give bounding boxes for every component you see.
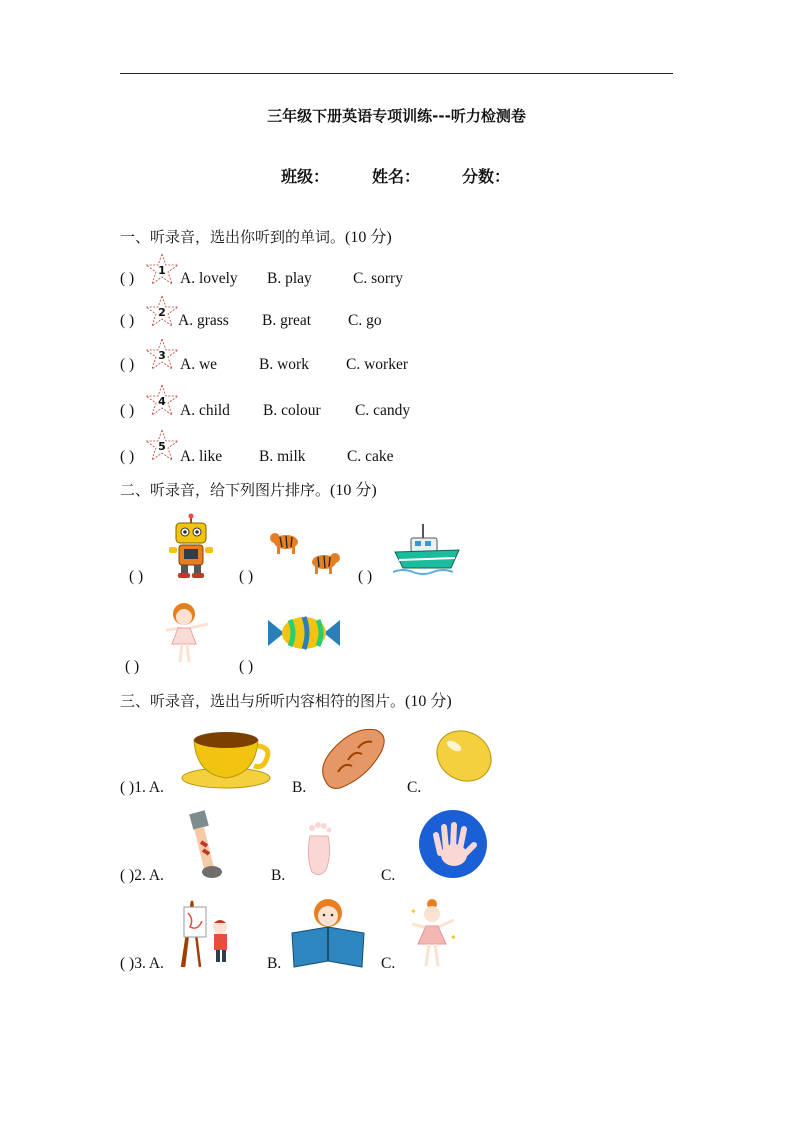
option-c: C. cake: [347, 448, 394, 465]
svg-text:✦: ✦: [450, 933, 457, 942]
option-b-label: B.: [292, 779, 307, 796]
option-a: A. we: [180, 356, 218, 373]
option-b: B. great: [262, 312, 312, 329]
section1-heading: [120, 224, 392, 247]
option-c: C. go: [348, 312, 382, 329]
tea-cup-image: [180, 724, 276, 790]
answer-bracket[interactable]: ( ): [120, 356, 135, 373]
page-title: 三年级下册英语专项训练---听力检测卷: [267, 107, 526, 125]
section3-heading: [120, 688, 452, 711]
boat-image: [393, 520, 461, 580]
robot-image: [166, 513, 216, 579]
option-a: A. grass: [178, 312, 229, 329]
option-c: C. worker: [346, 356, 408, 373]
star-number-icon: [145, 295, 179, 329]
answer-bracket[interactable]: ( ): [125, 658, 140, 675]
question-prefix[interactable]: ( )1. A.: [120, 779, 164, 796]
option-a: A. child: [180, 402, 230, 419]
answer-bracket[interactable]: ( ): [239, 568, 254, 585]
section1-title: 一、听录音，选出你听到的单词。: [120, 228, 346, 246]
option-c-label: C.: [381, 955, 396, 972]
dancing-girl-image: [160, 600, 212, 666]
question-prefix[interactable]: ( )2. A.: [120, 867, 164, 884]
question-prefix[interactable]: ( )3. A.: [120, 955, 164, 972]
drawing-boy-image: [178, 897, 238, 969]
answer-bracket[interactable]: ( ): [358, 568, 373, 585]
answer-bracket[interactable]: ( ): [120, 402, 135, 419]
answer-bracket[interactable]: ( ): [120, 312, 135, 329]
section3-title: 三、听录音，选出与所听内容相符的图片。: [120, 692, 406, 710]
star-number: 5: [158, 440, 166, 453]
option-a: A. like: [180, 448, 223, 465]
answer-bracket[interactable]: ( ): [129, 568, 144, 585]
option-c-label: C.: [381, 867, 396, 884]
option-b: B. colour: [263, 402, 321, 419]
section2-points: (10 分): [330, 482, 377, 499]
lemon-image: [432, 724, 496, 788]
leg-image: [185, 808, 229, 880]
star-number-icon: [145, 429, 179, 463]
answer-bracket[interactable]: ( ): [120, 448, 135, 465]
option-c: C. candy: [355, 402, 411, 419]
option-b: B. milk: [259, 448, 306, 465]
star-number: 4: [158, 395, 166, 408]
section3-points: (10 分): [405, 693, 452, 710]
star-number: 3: [158, 349, 166, 362]
svg-text:✦: ✦: [410, 907, 417, 916]
option-c: C. sorry: [353, 270, 403, 287]
section1-points: (10 分): [345, 229, 392, 246]
class-label: 班级：: [281, 167, 330, 186]
option-b: B. work: [259, 356, 309, 373]
option-b-label: B.: [267, 955, 282, 972]
star-number-icon: [145, 338, 179, 372]
star-number-icon: [145, 253, 179, 287]
candy-image: [266, 612, 342, 654]
foot-image: [302, 818, 336, 878]
option-a: A. lovely: [180, 270, 238, 287]
top-rule: [120, 73, 673, 74]
star-number: 1: [158, 264, 166, 277]
option-c-label: C.: [407, 779, 422, 796]
score-label: 分数：: [462, 167, 511, 186]
section2-title: 二、听录音，给下列图片排序。: [120, 481, 331, 499]
option-b-label: B.: [271, 867, 286, 884]
name-label: 姓名：: [372, 167, 421, 186]
dancing-girl-image: [404, 896, 460, 970]
option-b: B. play: [267, 270, 312, 287]
answer-bracket[interactable]: ( ): [239, 658, 254, 675]
star-number: 2: [158, 306, 166, 319]
star-number-icon: [145, 384, 179, 418]
answer-bracket[interactable]: ( ): [120, 270, 135, 287]
reading-girl-image: [290, 897, 366, 969]
tigers-image: [268, 528, 342, 578]
section2-heading: [120, 477, 377, 500]
bread-image: [316, 722, 388, 794]
hand-image: [418, 809, 488, 879]
